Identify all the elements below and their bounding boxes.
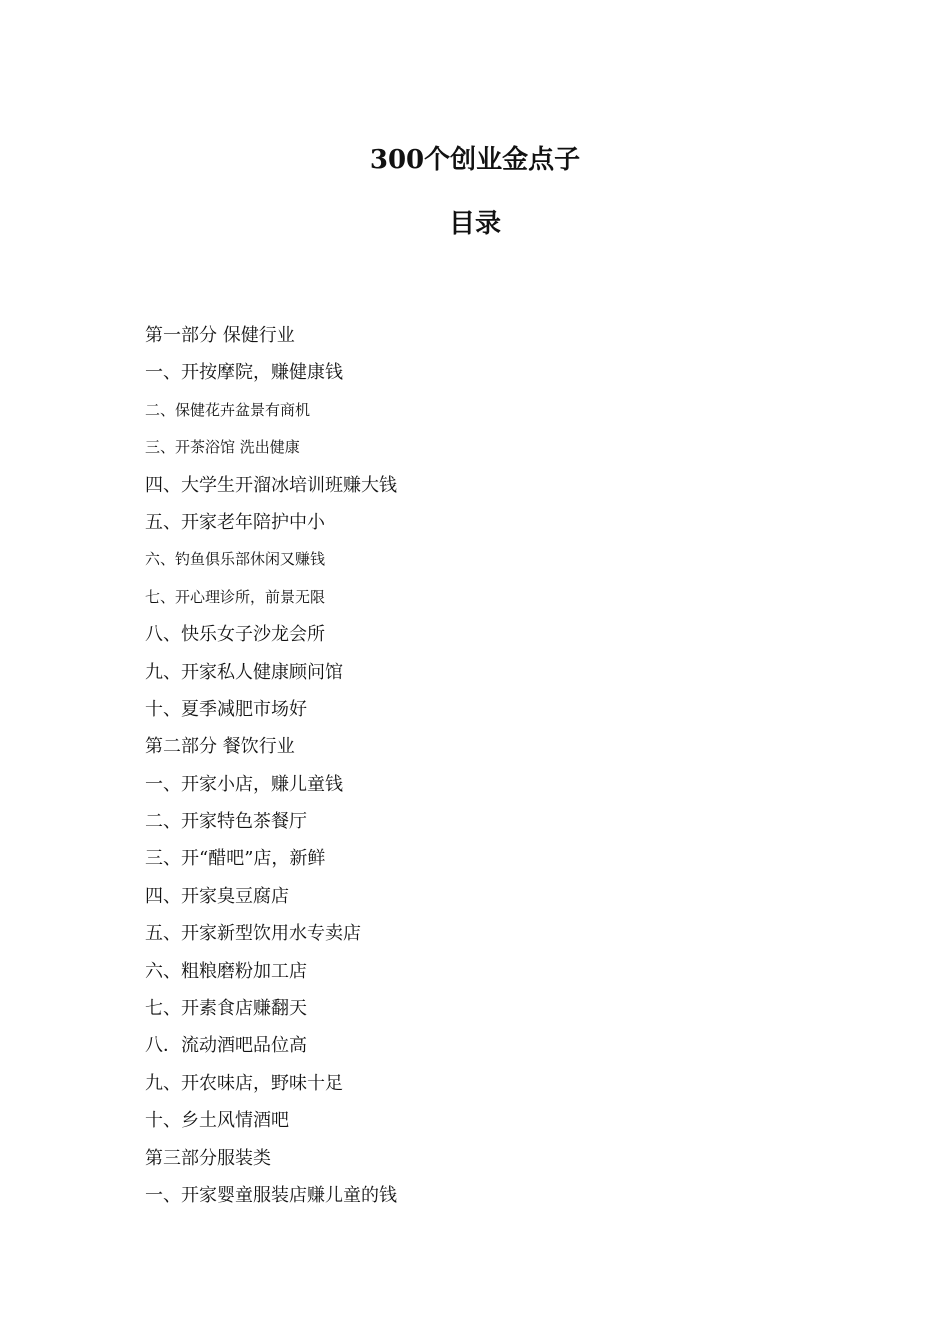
toc-section-heading: 第一部分 保健行业	[145, 325, 295, 346]
toc-entry: 六、钓鱼俱乐部休闲又赚钱	[145, 550, 326, 569]
toc-entry: 四、开家臭豆腐店	[145, 885, 289, 907]
toc-entry: 七、开心理诊所，前景无限	[145, 587, 326, 606]
document-title: 300个创业金点子	[369, 145, 581, 175]
toc-section-heading: 第二部分 餐饮行业	[145, 736, 295, 758]
toc-entry: 一、开家婴童服装店赚儿童的钱	[145, 1184, 397, 1206]
toc-entry: 四、大学生开溜冰培训班赚大钱	[145, 474, 397, 496]
toc-entry: 五、开家新型饮用水专卖店	[145, 923, 361, 945]
toc-entry: 六、粗粮磨粉加工店	[145, 960, 307, 982]
toc-entry: 二、开家特色茶餐厅	[145, 811, 307, 833]
toc-entry: 十、乡土风情酒吧	[145, 1110, 289, 1132]
toc-heading: 目录	[448, 209, 501, 239]
toc-entry: 七、开素食店赚翻天	[145, 998, 307, 1020]
toc-entry: 十、夏季减肥市场好	[145, 698, 307, 720]
toc-entry: 九、开家私人健康顾问馆	[145, 661, 343, 683]
toc-entry: 五、开家老年陪护中小	[145, 511, 325, 533]
toc-entry: 九、开农味店，野味十足	[145, 1072, 343, 1094]
toc-entry: 八．流动酒吧品位高	[145, 1035, 307, 1057]
toc-entry: 二、保健花卉盆景有商机	[145, 400, 311, 419]
toc-entry: 一、开家小店，赚儿童钱	[145, 773, 343, 795]
toc-entry: 八、快乐女子沙龙会所	[145, 624, 325, 646]
toc-entry: 三、开“醋吧”店，新鲜	[145, 848, 326, 870]
table-of-contents	[145, 317, 845, 1214]
toc-section-heading: 第三部分服装类	[145, 1147, 271, 1169]
toc-entry: 三、开茶浴馆 洗出健康	[145, 438, 300, 457]
toc-entry: 一、开按摩院，赚健康钱	[145, 362, 343, 384]
